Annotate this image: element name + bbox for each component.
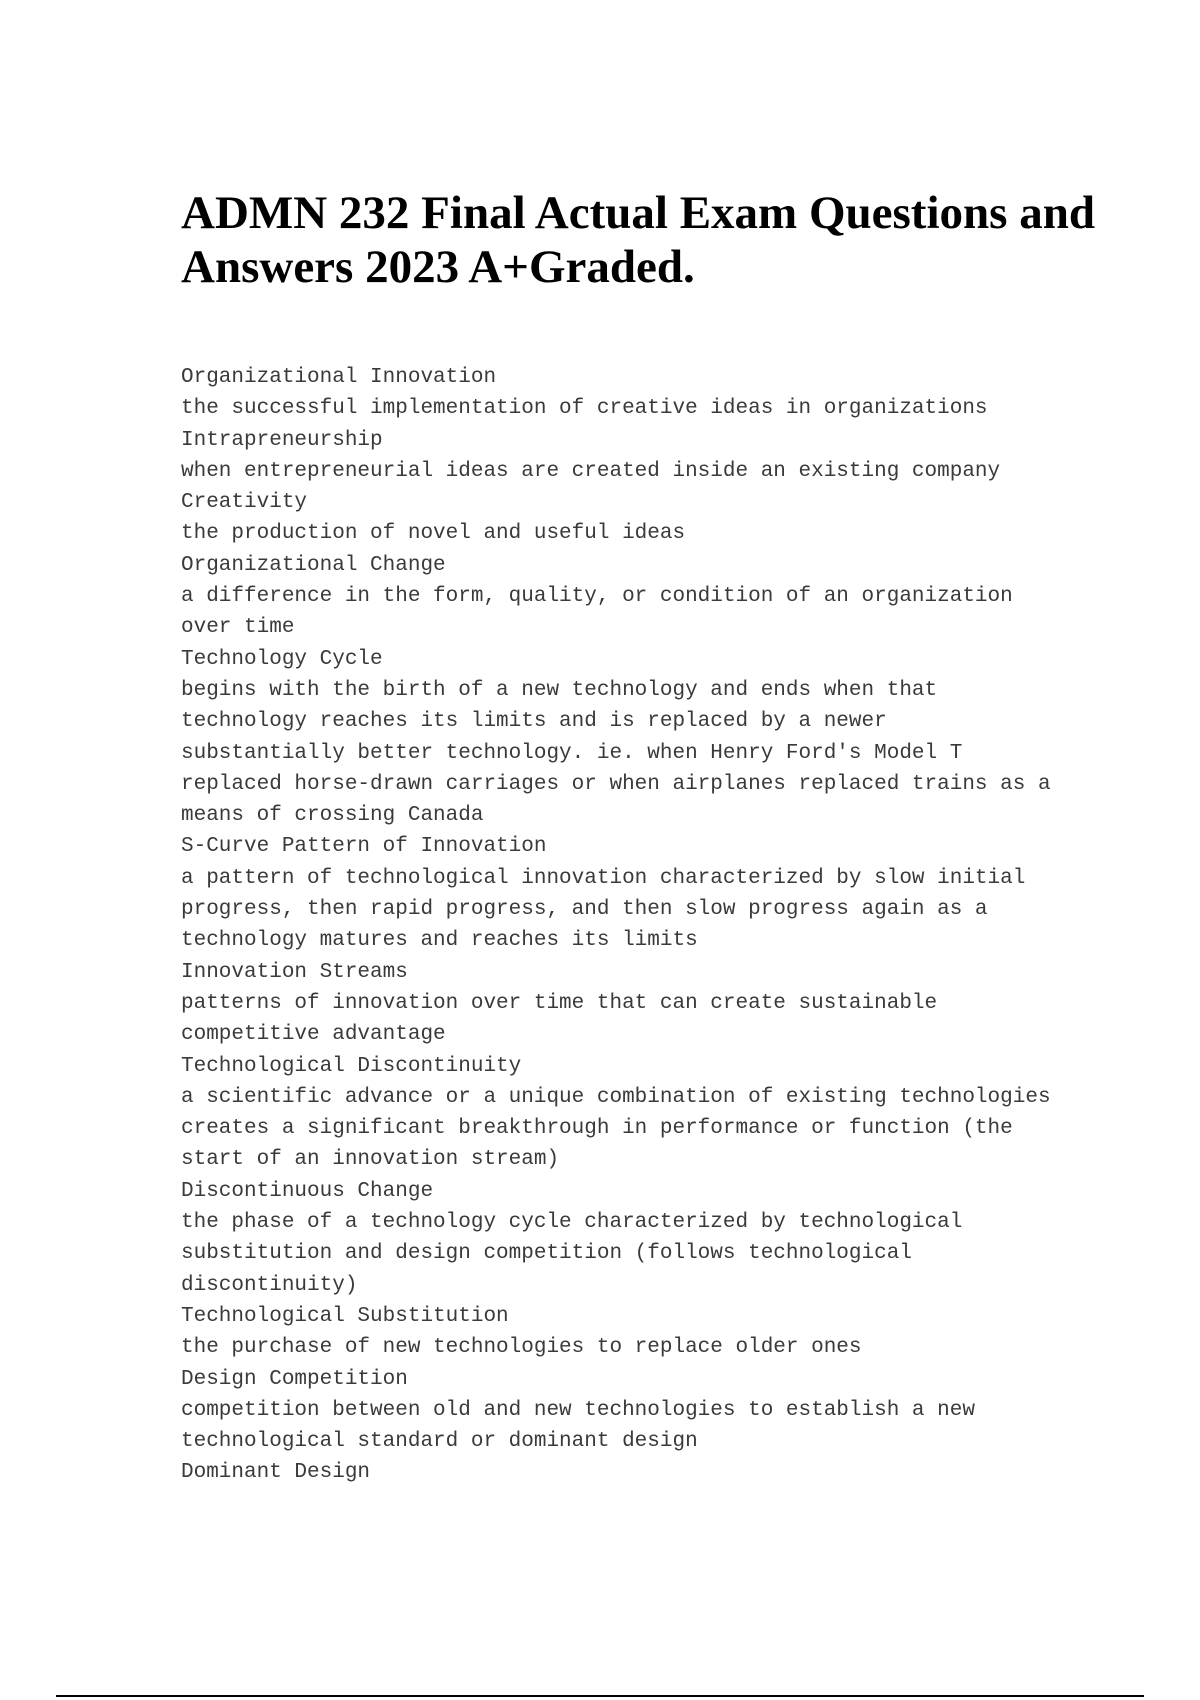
definition-line: patterns of innovation over time that can create sustainable [181, 991, 938, 1015]
definition-line: start of an innovation stream) [181, 1148, 560, 1172]
term-line: Technological Substitution [181, 1304, 509, 1328]
title-line: Answers 2023 A+Graded. [181, 241, 695, 293]
definition-line: begins with the birth of a new technology and ends when that [181, 678, 938, 702]
definition-line: substantially better technology. ie. when Henry Ford's Model T [181, 741, 963, 765]
definition-line: replaced horse-drawn carriages or when airplanes replaced trains as a [181, 772, 1051, 796]
term-line: Organizational Change [181, 553, 446, 577]
footer-divider [56, 1695, 1144, 1697]
definition-line: a pattern of technological innovation characterized by slow initial [181, 866, 1026, 890]
definition-line: discontinuity) [181, 1273, 358, 1297]
term-line: Design Competition [181, 1367, 408, 1391]
definition-line: technological standard or dominant design [181, 1430, 698, 1454]
title-line: ADMN 232 Final Actual Exam Questions and [181, 187, 1095, 239]
definition-line: the production of novel and useful ideas [181, 522, 686, 546]
term-line: Technology Cycle [181, 647, 383, 671]
term-line: Dominant Design [181, 1461, 371, 1485]
definition-line: over time [181, 616, 295, 640]
definition-line: means of crossing Canada [181, 804, 484, 828]
definition-line: the purchase of new technologies to replace older ones [181, 1336, 862, 1360]
definition-line: the successful implementation of creative ideas in organizations [181, 397, 988, 421]
definition-line: a scientific advance or a unique combination of existing technologies [181, 1085, 1051, 1109]
term-line: S-Curve Pattern of Innovation [181, 835, 547, 859]
definition-line: progress, then rapid progress, and then slow progress again as a [181, 898, 988, 922]
definition-line: technology reaches its limits and is replaced by a newer [181, 710, 887, 734]
term-line: Innovation Streams [181, 960, 408, 984]
definition-line: a difference in the form, quality, or condition of an organization [181, 585, 1013, 609]
definition-line: when entrepreneurial ideas are created inside an existing company [181, 459, 1001, 483]
term-line: Discontinuous Change [181, 1179, 434, 1203]
definition-line: technology matures and reaches its limits [181, 929, 698, 953]
document-body [181, 362, 1081, 1489]
definition-line: competitive advantage [181, 1023, 446, 1047]
document-title [181, 186, 1141, 294]
term-line: Intrapreneurship [181, 428, 383, 452]
definition-line: substitution and design competition (follows technological [181, 1242, 912, 1266]
definition-line: competition between old and new technologies to establish a new [181, 1398, 975, 1422]
term-line: Organizational Innovation [181, 366, 497, 389]
term-line: Creativity [181, 491, 308, 515]
definition-line: the phase of a technology cycle characterized by technological [181, 1211, 963, 1235]
definition-line: creates a significant breakthrough in performance or function (the [181, 1117, 1013, 1141]
term-line: Technological Discontinuity [181, 1054, 522, 1078]
